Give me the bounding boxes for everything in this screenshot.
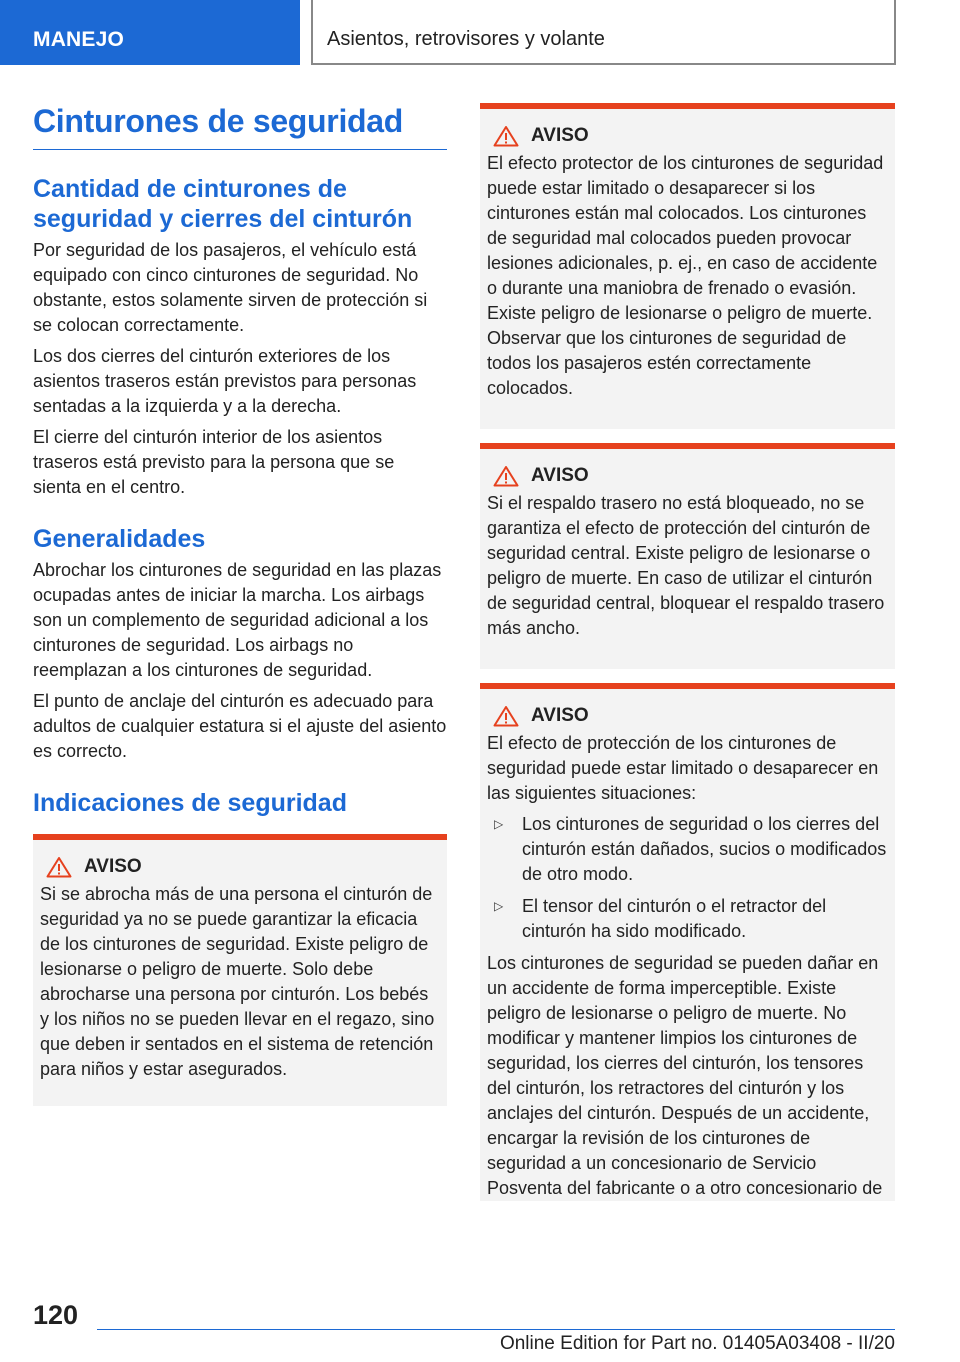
left-column xyxy=(33,103,447,1106)
warning-text: Si el respaldo trasero no está bloqueado, no se garantiza el efecto de protección del cinturón de seguridad central. Existe peligro de lesionarse o peligro de muerte. En caso de utilizar el cinturón de seguridad central, bloquear el respaldo trasero más ancho. xyxy=(487,493,885,638)
page-number: 120 xyxy=(33,1300,79,1330)
list-item xyxy=(487,894,888,944)
warning-triangle-icon xyxy=(493,465,519,487)
warning-box xyxy=(33,834,447,1106)
edition-info: Online Edition for Part no. 01405A03408 - II/20 xyxy=(499,1333,895,1354)
heading-cantidad: Cantidad de cinturones de seguridad y cierres del cinturón xyxy=(33,175,413,233)
warning-text: El efecto protector de los cinturones de seguridad puede estar limitado o desaparecer si los cinturones están mal colocados. Los cinturones de seguridad mal colocados pueden provocar lesiones adicionales, p. ej., en caso de accidente o durante una maniobra de frenado o evasión. Existe peligro de lesionarse o peligro de muerte. Observar que los cinturones de seguridad de todos los pasajeros estén correctamente colocados. xyxy=(487,153,884,398)
warning-text: El efecto de protección de los cinturones de seguridad puede estar limitado o desaparecer en las siguientes situaciones: xyxy=(487,733,879,803)
list-item-text: El tensor del cinturón o el retractor del cinturón ha sido modificado. xyxy=(522,896,827,941)
chapter-title: Asientos, retrovisores y volante xyxy=(311,0,896,65)
right-column xyxy=(480,103,895,1201)
paragraph: Por seguridad de los pasajeros, el vehículo está equipado con cinco cinturones de seguridad. No obstante, estos solamente sirven de protección si se colocan correctamente. xyxy=(33,240,428,335)
paragraph: Abrochar los cinturones de seguridad en las plazas ocupadas antes de iniciar la marcha. Los airbags son un complemento de seguridad adicional a los cinturones de seguridad. Los airbags no reemplazan a los cinturones de seguridad. xyxy=(33,560,442,680)
page-title: Cinturones de seguridad xyxy=(33,103,447,150)
warning-title: AVISO xyxy=(531,125,589,146)
warning-box xyxy=(480,103,895,429)
paragraph: El punto de anclaje del cinturón es adecuado para adultos de cualquier estatura si el ajuste del asiento es correcto. xyxy=(33,691,447,761)
section-tab: MANEJO xyxy=(0,0,300,65)
paragraph: Los dos cierres del cinturón exteriores de los asientos traseros están previstos para personas sentadas a la izquierda y a la derecha. xyxy=(33,346,417,416)
bullet-list xyxy=(487,812,888,944)
bullet-triangle-icon: ▷ xyxy=(494,817,504,831)
list-item-text: Los cinturones de seguridad o los cierres del cinturón están dañados, sucios o modificados de otro modo. xyxy=(522,814,887,884)
warning-text: Los cinturones de seguridad se pueden dañar en un accidente de forma imperceptible. Existe peligro de lesionarse o peligro de muerte. No modificar y mantener limpios los cinturones de seguridad, los cierres del cinturón, los tensores del cinturón, los retractores del cinturón y los anclajes del cinturón. Después de un accidente, encargar la revisión de los cinturones de seguridad a un concesionario de Servicio Posventa del fabricante o a otro concesionario de xyxy=(487,953,883,1198)
heading-generalidades: Generalidades xyxy=(33,525,206,553)
warning-triangle-icon xyxy=(493,125,519,147)
warning-title: AVISO xyxy=(84,856,142,877)
warning-box xyxy=(480,683,895,1201)
warning-text: Si se abrocha más de una persona el cinturón de seguridad ya no se puede garantizar la eficacia de los cinturones de seguridad. Existe peligro de lesionarse o peligro de muerte. Solo debe abrocharse una persona por cinturón. Los bebés y los niños no se pueden llevar en el regazo, sino que deben ir sentados en el sistema de retención para niños y estar asegurados. xyxy=(40,884,435,1079)
warning-triangle-icon xyxy=(46,856,72,878)
warning-box xyxy=(480,443,895,669)
list-item xyxy=(487,812,888,887)
bullet-triangle-icon: ▷ xyxy=(494,899,504,913)
warning-title: AVISO xyxy=(531,465,589,486)
warning-triangle-icon xyxy=(493,705,519,727)
paragraph: El cierre del cinturón interior de los asientos traseros está previsto para la persona que se sienta en el centro. xyxy=(33,427,395,497)
heading-indicaciones: Indicaciones de seguridad xyxy=(33,789,347,817)
warning-title: AVISO xyxy=(531,705,589,726)
footer-divider xyxy=(97,1329,895,1330)
